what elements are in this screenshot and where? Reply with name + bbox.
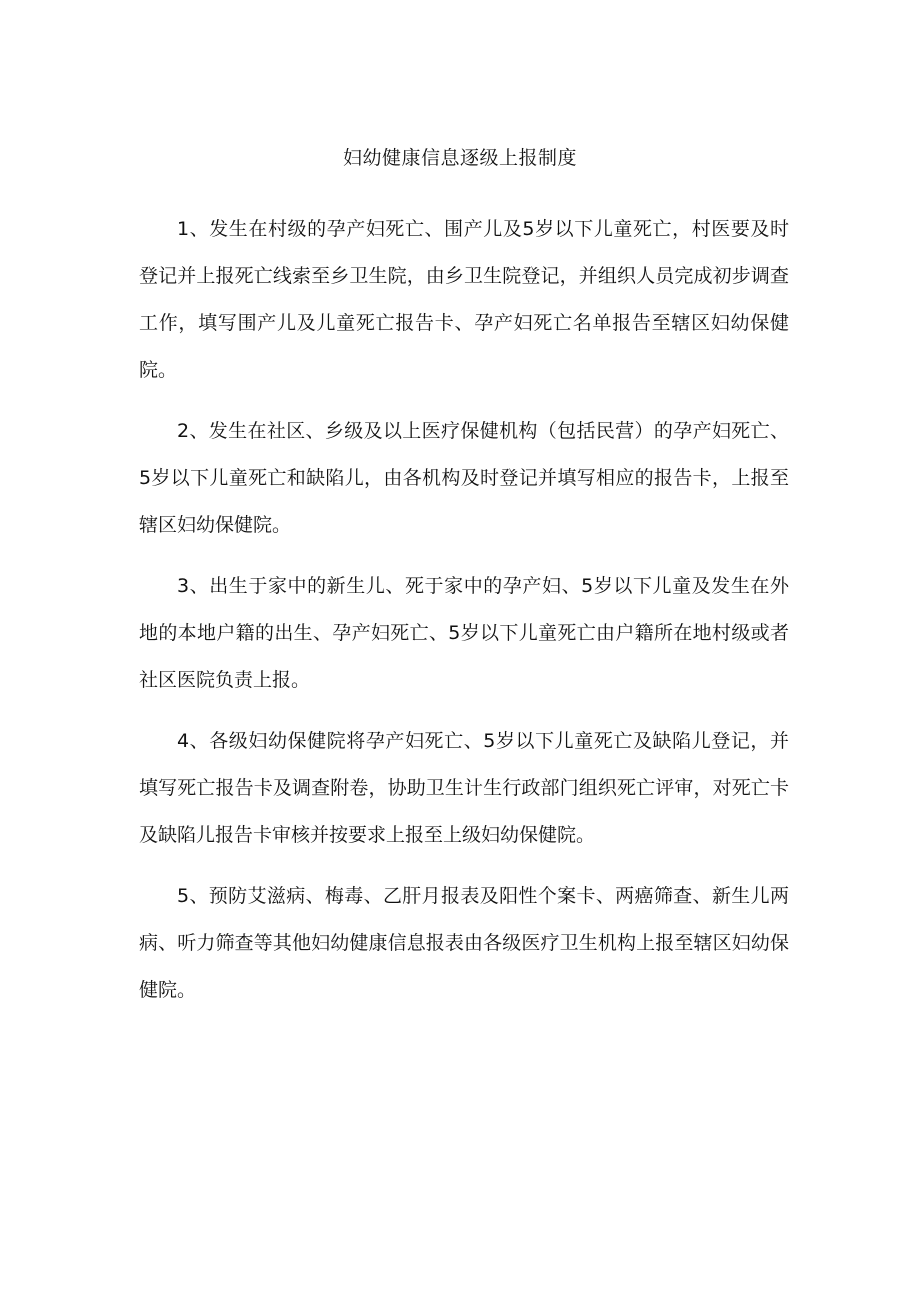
document-title: 妇幼健康信息逐级上报制度 xyxy=(342,147,577,169)
paragraph-1: 1、发生在村级的孕产妇死亡、围产儿及5岁以下儿童死亡，村医要及时登记并上报死亡线索至乡卫生院，由乡卫生院登记，并组织人员完成初步调查工作，填写围产儿及儿童死亡报告卡、孕产妇死亡名单报告至辖区妇幼保健院。 xyxy=(139,218,789,381)
paragraph-3: 3、出生于家中的新生儿、死于家中的孕产妇、5岁以下儿童及发生在外地的本地户籍的出生、孕产妇死亡、5岁以下儿童死亡由户籍所在地村级或者社区医院负责上报。 xyxy=(139,575,789,691)
paragraph-5: 5、预防艾滋病、梅毒、乙肝月报表及阳性个案卡、两癌筛查、新生儿两病、听力筛查等其他妇幼健康信息报表由各级医疗卫生机构上报至辖区妇幼保健院。 xyxy=(139,885,789,1001)
document-body xyxy=(139,206,789,1028)
paragraph-2: 2、发生在社区、乡级及以上医疗保健机构（包括民营）的孕产妇死亡、5岁以下儿童死亡和缺陷儿，由各机构及时登记并填写相应的报告卡，上报至辖区妇幼保健院。 xyxy=(139,420,789,536)
paragraph-4: 4、各级妇幼保健院将孕产妇死亡、5岁以下儿童死亡及缺陷儿登记，并填写死亡报告卡及调查附卷，协助卫生计生行政部门组织死亡评审，对死亡卡及缺陷儿报告卡审核并按要求上报至上级妇幼保健院。 xyxy=(139,730,789,846)
